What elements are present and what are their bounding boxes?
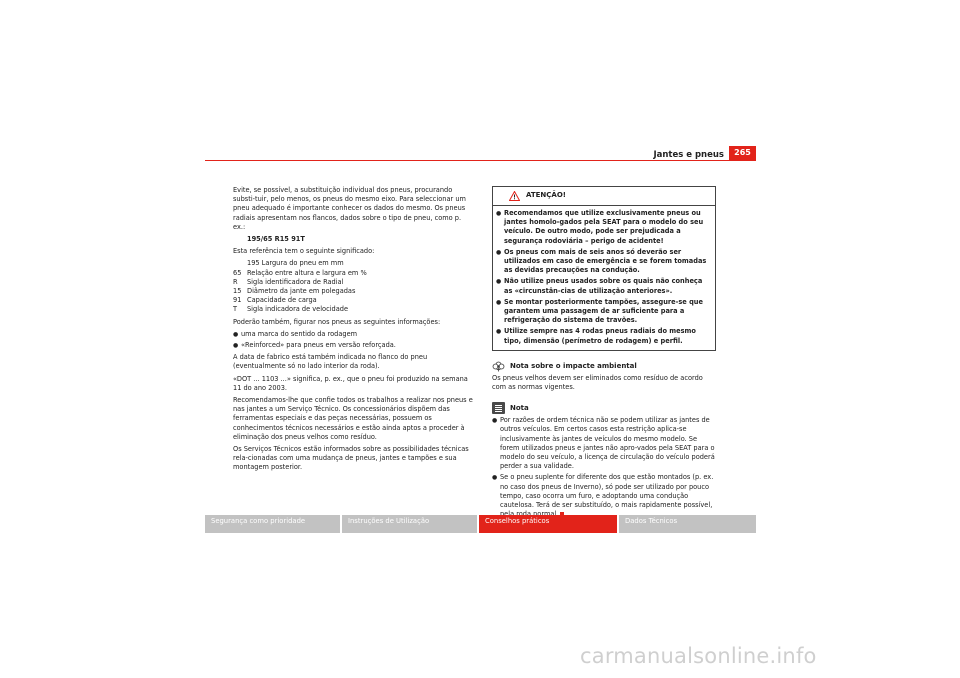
definition-row: 15 Diâmetro da jante em polegadas [233,287,356,296]
warning-item: ● Os pneus com mais de seis anos só deverão ser utilizados em caso de emergência e se forem tomadas as devidas precauções na condução. [496,248,712,276]
note-title: Nota [510,403,529,412]
tab-instrucoes[interactable]: Instruções de Utilização [342,515,477,533]
list-item: ● uma marca do sentido da rodagem [233,330,475,339]
reference-intro: Esta referência tem o seguinte significado: [233,247,375,256]
tab-conselhos[interactable]: Conselhos práticos [479,515,617,533]
tab-dados-tecnicos[interactable]: Dados Técnicos [619,515,756,533]
service-info-paragraph: Recomendamos-lhe que confie todos os trabalhos a realizar nos pneus e nas jantes a um Serviço Técnico. Os concessionários dispõem das ferramentas especiais e das peças necessárias, possuem os conhecimentos técnicos necessários e estão ainda aptos a proceder à eliminação dos pneus velhos como resíduo. [233,396,473,441]
definition-row: 195 Largura do pneu em mm [247,259,344,268]
extra-info-intro: Poderão também, figurar nos pneus as seguintes informações: [233,317,441,326]
page-header-title: Jantes e pneus [653,150,724,160]
warning-header [493,187,715,206]
warning-triangle-icon [509,191,520,201]
note-item: ● Se o pneu suplente for diferente dos que estão montados (p. ex. no caso dos pneus de Inverno), só pode ser utilizado por pouco tempo, caso ocorra um furo, e adoptando uma condução cautelosa. Terá de ser substituído, o mais rapidamente possível, [492,473,716,519]
note-item: ● Por razões de ordem técnica não se podem utilizar as jantes de outros veículos. Em certos casos esta restrição aplica-se inclusivamente às jantes de veículos do mesmo modelo. Se forem utilizados pneus e jantes não apro-vados pela SEAT para o modelo do seu veículo, a licença de circulação do veículo poderá perder a sua validade. [492,416,716,471]
warning-body [493,206,715,350]
environment-heading [492,361,716,372]
note-icon [492,402,505,414]
watermark-text: carmanualsonline.info [580,644,817,668]
warning-item: ● Utilize sempre nas 4 rodas pneus radiais do mesmo tipo, dimensão (perímetro de rodagem) e perfil. [496,327,712,345]
intro-paragraph: Evite, se possível, a substituição individual dos pneus, procurando substi-tuir, pelo menos, os pneus do mesmo eixo. Para seleccionar um pneu adequado é importante conhecer os dados do mesmo. Os pneus radiais apresentam nos flancos, dados sobre o tipo de pneu, como p. ex.: [233,186,466,231]
warning-item: ● Se montar posteriormente tampões, assegure-se que garantem uma passagem de ar suficiente para a refrigeração do sistema de travões. [496,298,712,326]
right-column [492,186,716,521]
warning-item: ● Recomendamos que utilize exclusivamente pneus ou jantes homolo-gados pela SEAT para o modelo do seu veículo. De outro modo, pode ser prejudicada a segurança rodoviária – perigo de acidente! [496,209,712,246]
tyre-spec-example: 195/65 R15 91T [247,235,305,244]
definition-row: 91 Capacidade de carga [233,296,317,305]
definition-row: R Sigla identificadora de Radial [233,277,344,286]
definition-row: T Sigla indicadora de velocidade [233,305,349,314]
warning-box [492,186,716,351]
environment-text: Os pneus velhos devem ser eliminados como resíduo de acordo com as normas vigentes. [492,373,703,392]
environment-flower-icon [492,361,505,372]
warning-item: ● Não utilize pneus usados sobre os quais não conheça as «circunstân-cias de utilização anteriores». [496,277,712,295]
tab-seguranca[interactable]: Segurança como prioridade [205,515,340,533]
page-number-badge: 265 [729,146,756,160]
left-column [233,186,475,476]
definition-list [233,259,475,314]
list-item: ● «Reinforced» para pneus em versão reforçada. [233,341,475,350]
warning-title: ATENÇÃO! [526,191,566,200]
service-info-paragraph-2: Os Serviços Técnicos estão informados sobre as possibilidades técnicas rela-cionadas com uma mudança de pneus, jantes e tampões e sua montagem posterior. [233,445,469,472]
dot-info-paragraph: «DOT ... 1103 ...» significa, p. ex., que o pneu foi produzido na semana 11 do ano 2003. [233,374,468,392]
header-rule [205,160,756,161]
environment-title: Nota sobre o impacte ambiental [510,361,637,370]
date-info-paragraph: A data de fabrico está também indicada no flanco do pneu (eventualmente só no lado interior da roda). [233,353,428,371]
note-heading [492,402,716,414]
definition-row: 65 Relação entre altura e largura em % [233,268,367,277]
